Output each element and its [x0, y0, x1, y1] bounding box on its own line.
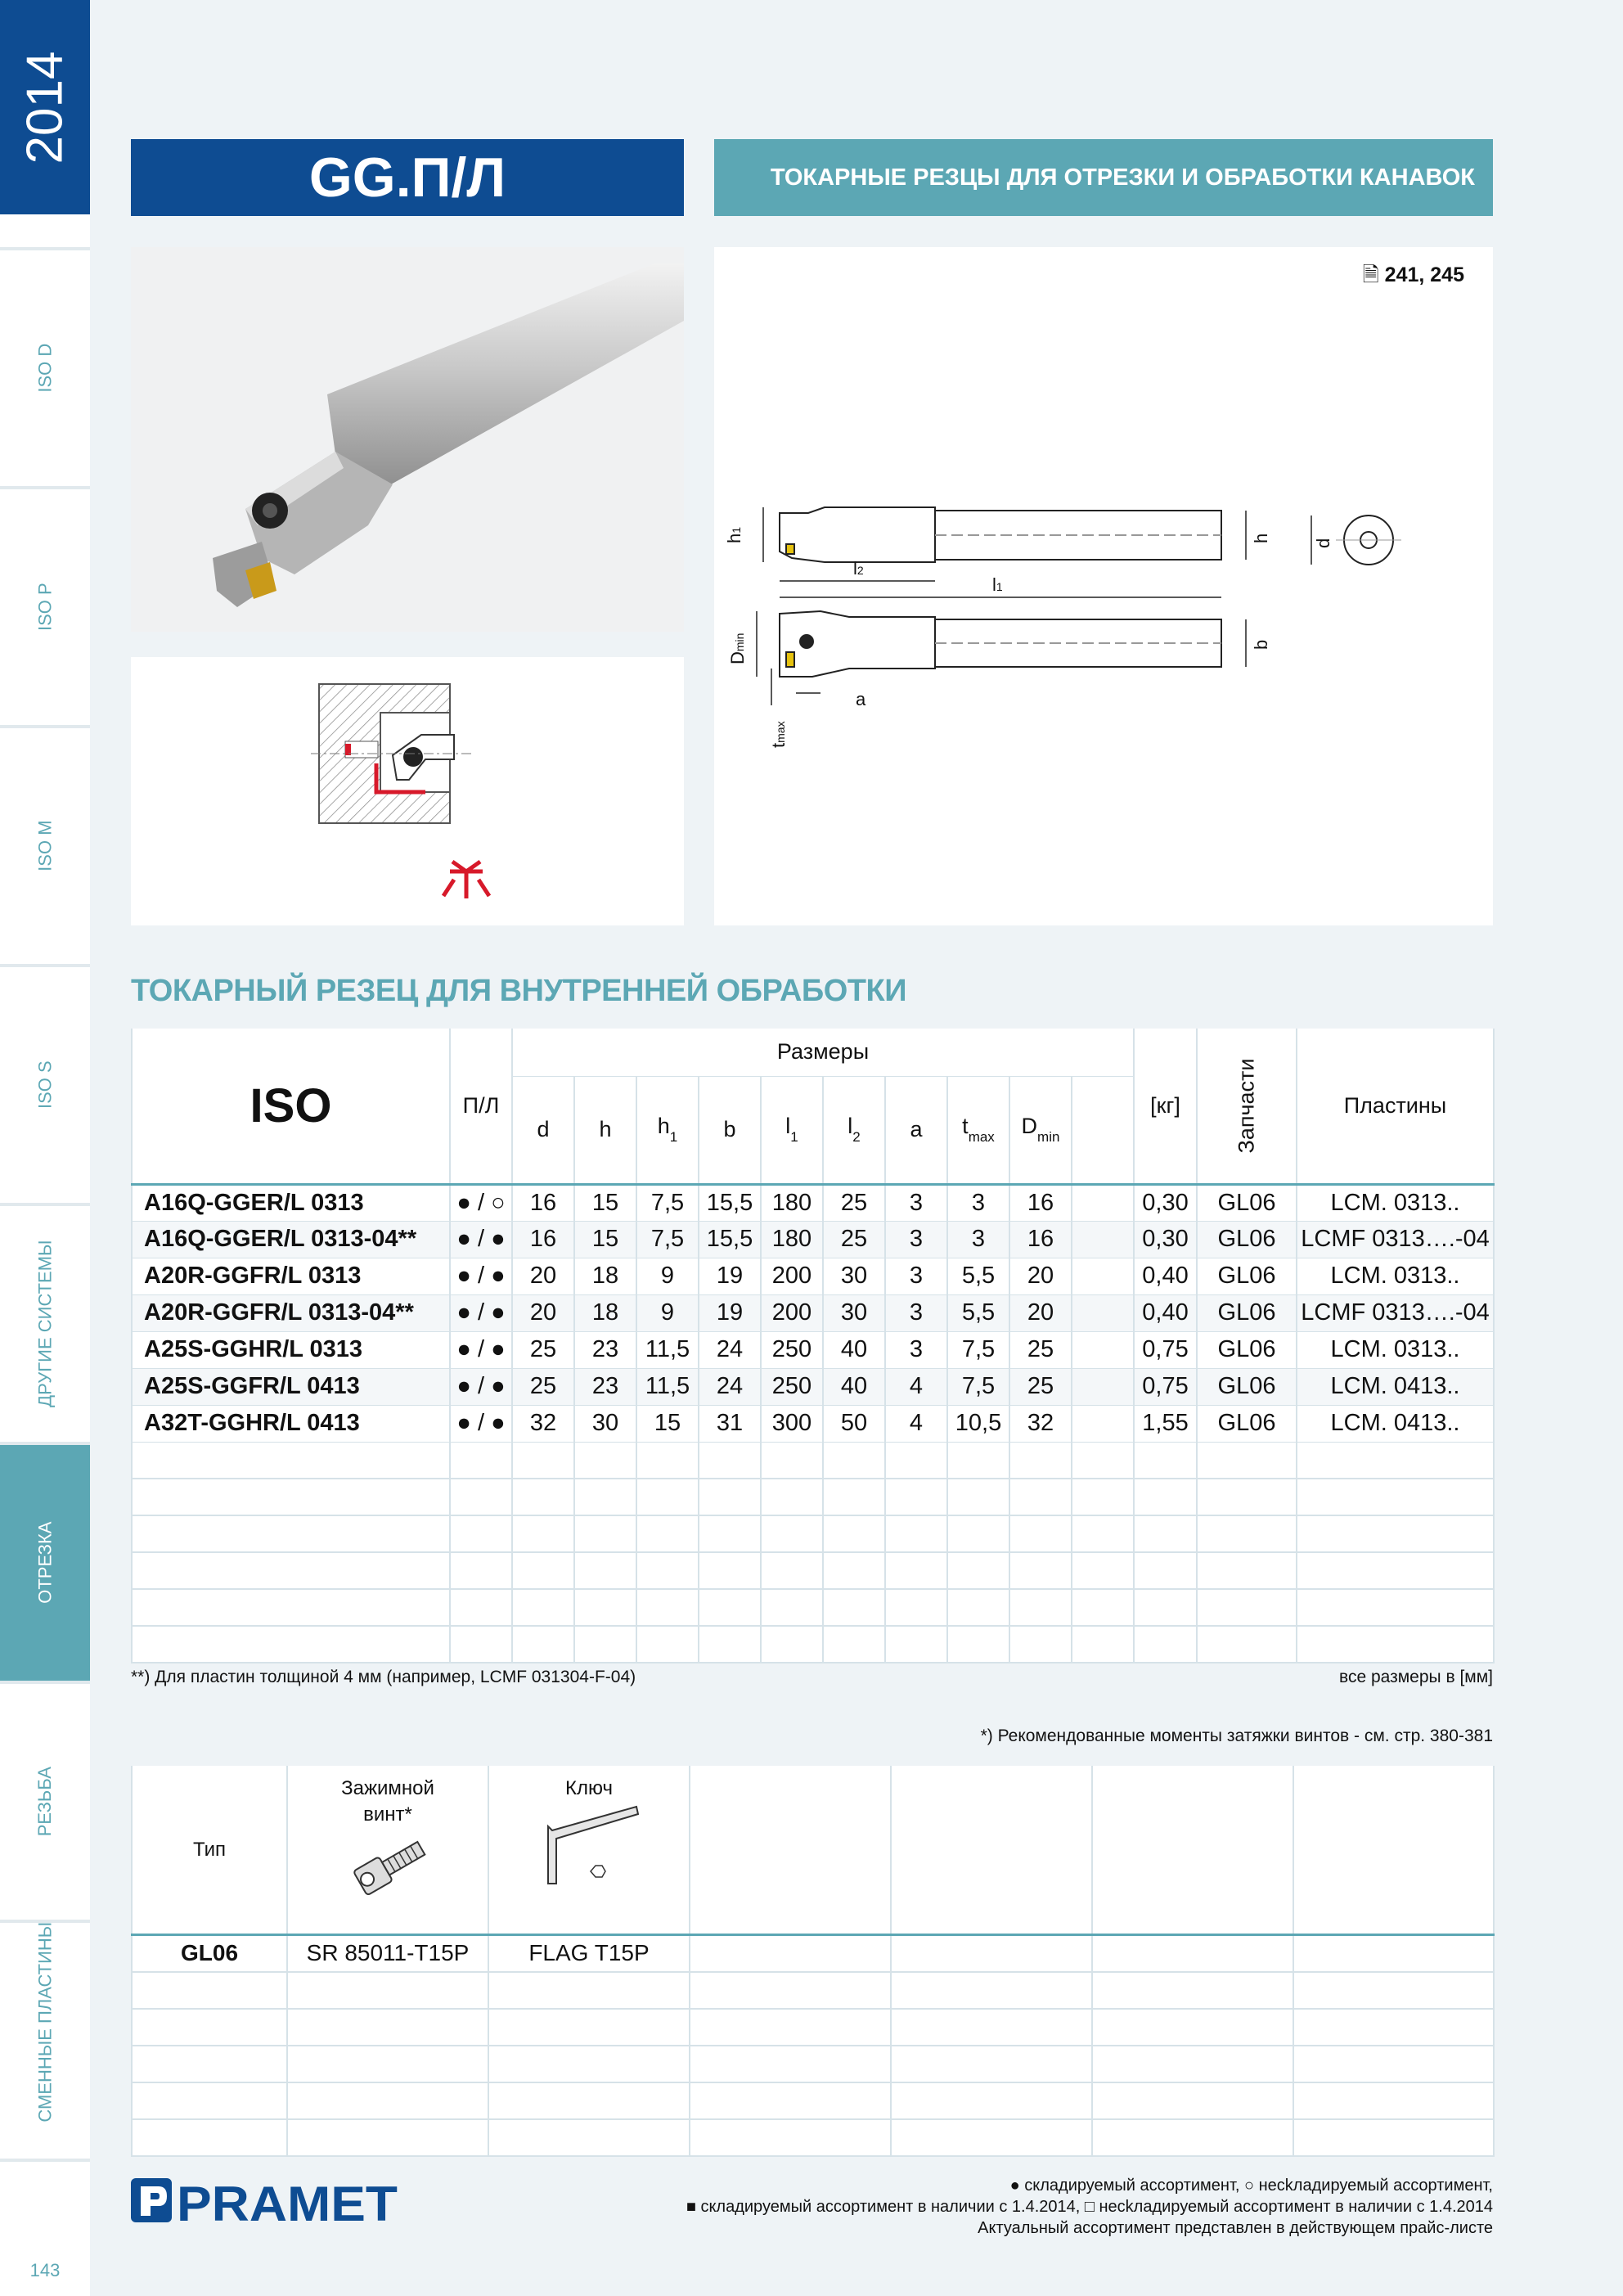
col-h: h	[574, 1076, 636, 1184]
cell-empty	[1072, 1405, 1134, 1442]
cell-l2: 40	[823, 1331, 885, 1368]
cell-h: 18	[574, 1294, 636, 1331]
cell-b: 19	[699, 1258, 761, 1294]
tab-iso-m[interactable]: ISO M	[34, 820, 56, 872]
cell-l2: 30	[823, 1294, 885, 1331]
empty-row	[132, 2119, 1494, 2156]
cell-pl: ● / ●	[450, 1294, 512, 1331]
cell-empty	[1072, 1331, 1134, 1368]
parts-cell-key: FLAG T15P	[488, 1935, 690, 1972]
cell-pl: ● / ●	[450, 1258, 512, 1294]
cell-l2: 50	[823, 1405, 885, 1442]
cell-kg: 0,30	[1134, 1184, 1197, 1221]
col-iso: ISO	[132, 1029, 450, 1184]
col-dmin: $D_{min}$	[1009, 1076, 1072, 1184]
cell-tmax: 3	[947, 1184, 1009, 1221]
cell-h: 30	[574, 1405, 636, 1442]
cell-d: 20	[512, 1258, 574, 1294]
col-tmax: $t_{max}$	[947, 1076, 1009, 1184]
cell-d: 16	[512, 1221, 574, 1258]
cell-a: 3	[885, 1294, 947, 1331]
table-row	[132, 1258, 1494, 1294]
cell-empty	[1072, 1368, 1134, 1405]
cell-spare: GL06	[1197, 1258, 1297, 1294]
cell-kg: 0,40	[1134, 1294, 1197, 1331]
tab-iso-p[interactable]: ISO P	[34, 583, 56, 632]
cell-l1: 250	[761, 1368, 823, 1405]
cell-d: 16	[512, 1184, 574, 1221]
catalog-year: 2014	[0, 0, 90, 214]
cell-tmax: 3	[947, 1221, 1009, 1258]
col-l2: $l_2$	[823, 1076, 885, 1184]
spare-parts-table	[131, 1766, 1495, 2157]
product-category: ТОКАРНЫЕ РЕЗЦЫ ДЛЯ ОТРЕЗКИ И ОБРАБОТКИ КАНАВОК	[714, 139, 1493, 216]
dimension-drawing	[714, 247, 1493, 925]
dmin-label: Dmin	[727, 633, 748, 664]
col-d: d	[512, 1076, 574, 1184]
cell-insert: LCM. 0413..	[1297, 1368, 1494, 1405]
empty-row	[132, 1972, 1494, 2009]
cell-empty	[1072, 1221, 1134, 1258]
cell-code: A25S-GGHR/L 0313	[132, 1331, 450, 1368]
screw-icon	[330, 1829, 445, 1902]
cell-b: 31	[699, 1405, 761, 1442]
cell-a: 3	[885, 1331, 947, 1368]
col-spare-parts: Запчасти	[1197, 1029, 1297, 1184]
cell-spare: GL06	[1197, 1331, 1297, 1368]
cell-l1: 200	[761, 1258, 823, 1294]
cell-l1: 180	[761, 1184, 823, 1221]
cell-spare: GL06	[1197, 1294, 1297, 1331]
empty-row	[132, 1589, 1494, 1626]
product-table	[131, 1029, 1495, 1663]
a-label: a	[856, 689, 866, 709]
parts-cell-type: GL06	[132, 1935, 287, 1972]
cell-dmin: 20	[1009, 1258, 1072, 1294]
cell-insert: LCM. 0313..	[1297, 1331, 1494, 1368]
cell-a: 3	[885, 1184, 947, 1221]
col-weight: [кг]	[1134, 1029, 1197, 1184]
cell-d: 32	[512, 1405, 574, 1442]
key-icon	[524, 1802, 654, 1892]
cell-kg: 0,75	[1134, 1331, 1197, 1368]
cell-h1: 9	[636, 1258, 699, 1294]
operation-diagram	[131, 657, 684, 925]
d-label: d	[1313, 538, 1333, 548]
cell-dmin: 25	[1009, 1368, 1072, 1405]
cell-d: 25	[512, 1331, 574, 1368]
table-row	[132, 1331, 1494, 1368]
page-reference: 🗎 241, 245	[1362, 263, 1464, 286]
cell-code: A16Q-GGER/L 0313	[132, 1184, 450, 1221]
cell-l2: 30	[823, 1258, 885, 1294]
cell-b: 15,5	[699, 1184, 761, 1221]
col-dimensions: Размеры	[512, 1029, 1134, 1076]
cell-kg: 0,75	[1134, 1368, 1197, 1405]
empty-row	[132, 1442, 1494, 1479]
cell-h: 23	[574, 1368, 636, 1405]
empty-row	[132, 1552, 1494, 1589]
cell-l2: 25	[823, 1184, 885, 1221]
empty-row	[132, 1626, 1494, 1663]
pramet-logo	[131, 2173, 401, 2235]
cell-empty	[1072, 1294, 1134, 1331]
empty-row	[132, 2046, 1494, 2082]
cell-b: 24	[699, 1331, 761, 1368]
torque-note: *) Рекомендованные моменты затяжки винтов - см. стр. 380-381	[980, 1727, 1493, 1745]
operation-icon	[443, 862, 489, 898]
col-h1: $h_1$	[636, 1076, 699, 1184]
cell-a: 3	[885, 1221, 947, 1258]
cell-pl: ● / ●	[450, 1221, 512, 1258]
cell-tmax: 7,5	[947, 1368, 1009, 1405]
cell-dmin: 16	[1009, 1221, 1072, 1258]
table-row	[132, 1184, 1494, 1221]
tab-other-systems[interactable]: ДРУГИЕ СИСТЕМЫ	[34, 1240, 56, 1408]
svg-text:PRAMET: PRAMET	[177, 2177, 398, 2231]
cell-pl: ● / ●	[450, 1405, 512, 1442]
tool-photo	[131, 247, 684, 632]
cell-l1: 180	[761, 1221, 823, 1258]
cell-tmax: 5,5	[947, 1258, 1009, 1294]
cell-d: 20	[512, 1294, 574, 1331]
section-heading: ТОКАРНЫЙ РЕЗЕЦ ДЛЯ ВНУТРЕННЕЙ ОБРАБОТКИ	[131, 974, 907, 1008]
empty-row	[132, 2082, 1494, 2119]
document-icon: 🗎	[1362, 263, 1379, 286]
cell-empty	[1072, 1258, 1134, 1294]
cell-a: 4	[885, 1368, 947, 1405]
tab-threading[interactable]: РЕЗЬБА	[34, 1767, 56, 1837]
cell-tmax: 10,5	[947, 1405, 1009, 1442]
h1-label: h1	[724, 526, 744, 543]
cell-insert: LCM. 0413..	[1297, 1405, 1494, 1442]
cell-spare: GL06	[1197, 1184, 1297, 1221]
cell-h1: 7,5	[636, 1184, 699, 1221]
tab-iso-d[interactable]: ISO D	[34, 344, 56, 393]
b-label: b	[1251, 639, 1271, 650]
cell-spare: GL06	[1197, 1368, 1297, 1405]
cell-tmax: 7,5	[947, 1331, 1009, 1368]
cell-kg: 0,30	[1134, 1221, 1197, 1258]
parts-row	[132, 1935, 1494, 1972]
units-note: все размеры в [мм]	[1339, 1668, 1493, 1686]
parts-cell-screw: SR 85011-T15P	[287, 1935, 488, 1972]
parts-col-type: Тип	[132, 1766, 287, 1935]
col-inserts: Пластины	[1297, 1029, 1494, 1184]
empty-row	[132, 2009, 1494, 2046]
page-number: 143	[29, 2260, 61, 2280]
cell-code: A20R-GGFR/L 0313-04**	[132, 1294, 450, 1331]
cell-pl: ● / ●	[450, 1368, 512, 1405]
chapter-sidebar	[0, 0, 90, 2296]
empty-row	[132, 1515, 1494, 1552]
l2-label: l2	[853, 558, 864, 579]
cell-h: 15	[574, 1221, 636, 1258]
cell-kg: 1,55	[1134, 1405, 1197, 1442]
tab-parting[interactable]: ОТРЕЗКА	[0, 1445, 90, 1681]
empty-row	[132, 1479, 1494, 1515]
tab-iso-s[interactable]: ISO S	[34, 1060, 56, 1110]
cell-code: A32T-GGHR/L 0413	[132, 1405, 450, 1442]
cell-code: A25S-GGFR/L 0413	[132, 1368, 450, 1405]
cell-l2: 40	[823, 1368, 885, 1405]
cell-h: 15	[574, 1184, 636, 1221]
cell-empty	[1072, 1184, 1134, 1221]
cell-spare: GL06	[1197, 1405, 1297, 1442]
cell-kg: 0,40	[1134, 1258, 1197, 1294]
cell-l1: 250	[761, 1331, 823, 1368]
product-title: GG.П/Л	[131, 139, 684, 216]
cell-a: 3	[885, 1258, 947, 1294]
cell-b: 15,5	[699, 1221, 761, 1258]
tmax-label: tmax	[768, 721, 789, 748]
cell-h1: 11,5	[636, 1331, 699, 1368]
cell-code: A16Q-GGER/L 0313-04**	[132, 1221, 450, 1258]
legend-line-3: Актуальный ассортимент представлен в действующем прайс-листе	[978, 2219, 1493, 2237]
cell-l1: 200	[761, 1294, 823, 1331]
table-row	[132, 1294, 1494, 1331]
h-label: h	[1251, 533, 1271, 543]
cell-pl: ● / ●	[450, 1331, 512, 1368]
cell-insert: LCM. 0313..	[1297, 1184, 1494, 1221]
cell-h1: 15	[636, 1405, 699, 1442]
cell-dmin: 20	[1009, 1294, 1072, 1331]
cell-dmin: 16	[1009, 1184, 1072, 1221]
cell-dmin: 32	[1009, 1405, 1072, 1442]
cell-l2: 25	[823, 1221, 885, 1258]
table-row	[132, 1368, 1494, 1405]
col-empty	[1072, 1076, 1134, 1184]
tab-inserts[interactable]: СМЕННЫЕ ПЛАСТИНЫ	[34, 1922, 56, 2123]
col-a: a	[885, 1076, 947, 1184]
cell-b: 19	[699, 1294, 761, 1331]
cell-h1: 7,5	[636, 1221, 699, 1258]
cell-pl: ● / ○	[450, 1184, 512, 1221]
parts-col-screw: Зажимной винт*	[287, 1766, 488, 1935]
cell-insert: LCMF 0313….-04	[1297, 1221, 1494, 1258]
cell-dmin: 25	[1009, 1331, 1072, 1368]
cell-spare: GL06	[1197, 1221, 1297, 1258]
cell-h1: 9	[636, 1294, 699, 1331]
parts-col-key: Ключ	[488, 1766, 690, 1935]
cell-b: 24	[699, 1368, 761, 1405]
cell-l1: 300	[761, 1405, 823, 1442]
cell-tmax: 5,5	[947, 1294, 1009, 1331]
col-b: b	[699, 1076, 761, 1184]
l1-label: l1	[992, 574, 1003, 595]
table-row	[132, 1405, 1494, 1442]
col-l1: $l_1$	[761, 1076, 823, 1184]
footnote: **) Для пластин толщиной 4 мм (например, LCMF 031304-F-04)	[131, 1668, 636, 1686]
cell-code: A20R-GGFR/L 0313	[132, 1258, 450, 1294]
legend-line-2: ■ складируемый ассортимент в наличии с 1.4.2014, □ несkладируемый ассортимент в наличии с 1.4.2014	[686, 2198, 1493, 2216]
cell-h1: 11,5	[636, 1368, 699, 1405]
col-pl: П/Л	[450, 1029, 512, 1184]
cell-insert: LCMF 0313….-04	[1297, 1294, 1494, 1331]
cell-a: 4	[885, 1405, 947, 1442]
cell-h: 23	[574, 1331, 636, 1368]
cell-insert: LCM. 0313..	[1297, 1258, 1494, 1294]
table-row	[132, 1221, 1494, 1258]
cell-d: 25	[512, 1368, 574, 1405]
legend-line-1: ● складируемый ассортимент, ○ несkладируемый ассортимент,	[1009, 2177, 1493, 2195]
cell-h: 18	[574, 1258, 636, 1294]
